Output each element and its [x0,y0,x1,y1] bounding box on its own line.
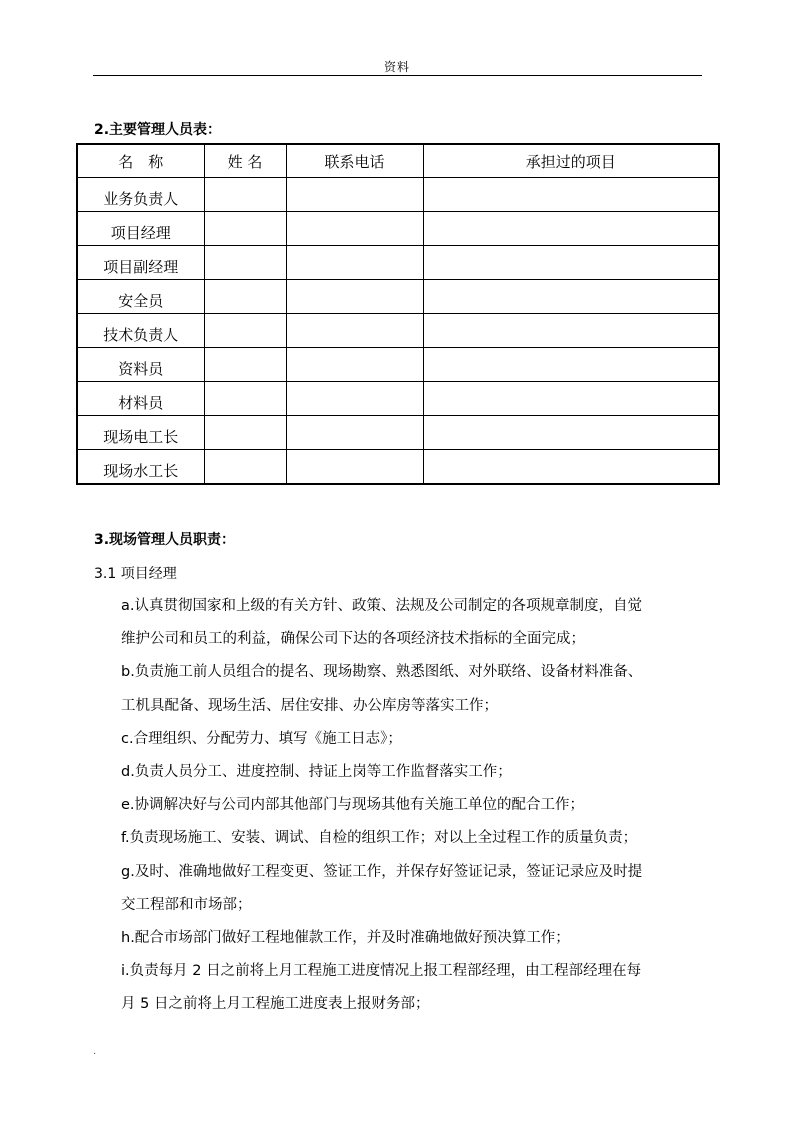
name-cell [204,280,286,314]
duty-line: g.及时、准确地做好工程变更、签证工作，并保存好签证记录，签证记录应及时提 [121,863,643,880]
table-header-row [77,144,719,178]
duty-line: 月 5 日之前将上月工程施工进度表上报财务部； [121,996,430,1013]
column-header: 名 称 [77,144,204,178]
projects-cell [423,450,719,485]
header-rule [93,75,702,76]
role-label: 现场水工长 [103,462,179,480]
table-row [77,178,719,212]
name-cell [204,348,286,382]
phone-cell [286,348,423,382]
name-cell [204,450,286,485]
footer-mark: . [93,1046,97,1057]
table-row [77,450,719,485]
table-row [77,280,719,314]
projects-cell [423,382,719,416]
role-label: 项目副经理 [103,258,179,276]
phone-cell [286,416,423,450]
projects-cell [423,416,719,450]
phone-cell [286,212,423,246]
duty-line: 工机具配备、现场生活、居住安排、办公库房等落实工作； [121,697,498,714]
subsection-title: 3.1 项目经理 [94,566,177,582]
role-label: 资料员 [118,360,164,378]
table-row [77,382,719,416]
table-row [77,314,719,348]
duty-line: c.合理组织、分配劳力、填写《施工日志》； [121,730,402,747]
projects-cell [423,178,719,212]
duty-list [121,590,706,1022]
role-label: 业务负责人 [103,190,179,208]
column-header: 承担过的项目 [423,144,719,178]
column-header: 姓 名 [204,144,286,178]
section-2-title: 2.主要管理人员表： [94,122,222,138]
role-cell [77,416,204,450]
role-label: 安全员 [118,292,164,310]
table-row [77,416,719,450]
name-cell [204,416,286,450]
duty-line: h.配合市场部门做好工程地催款工作，并及时准确地做好预决算工作； [121,930,570,947]
role-cell [77,246,204,280]
staff-table [76,143,720,485]
role-cell [77,382,204,416]
role-cell [77,348,204,382]
name-cell [204,382,286,416]
role-cell [77,314,204,348]
projects-cell [423,280,719,314]
role-label: 材料员 [118,394,164,412]
table-row [77,246,719,280]
phone-cell [286,450,423,485]
page-header: 资料 [383,60,410,74]
duty-line: 维护公司和员工的利益，确保公司下达的各项经济技术指标的全面完成； [121,631,585,648]
role-label: 技术负责人 [103,326,179,344]
role-label: 项目经理 [110,224,171,242]
duty-line: b.负责施工前人员组合的提名、现场勘察、熟悉图纸、对外联络、设备材料准备、 [121,664,643,681]
duty-line: a.认真贯彻国家和上级的有关方针、政策、法规及公司制定的各项规章制度，自觉 [121,598,642,614]
phone-cell [286,246,423,280]
name-cell [204,212,286,246]
phone-cell [286,382,423,416]
projects-cell [423,348,719,382]
name-cell [204,246,286,280]
name-cell [204,178,286,212]
name-cell [204,314,286,348]
projects-cell [423,246,719,280]
duty-line: d.负责人员分工、进度控制、持证上岗等工作监督落实工作； [121,764,512,781]
role-cell [77,178,204,212]
section-3-title: 3.现场管理人员职责： [94,532,236,548]
duty-line: i.负责每月 2 日之前将上月工程施工进度情况上报工程部经理，由工程部经理在每 [121,963,642,980]
phone-cell [286,280,423,314]
phone-cell [286,314,423,348]
role-cell [77,212,204,246]
role-cell [77,450,204,485]
duty-line: 交工程部和市场部； [121,896,252,913]
role-label: 现场电工长 [103,428,179,446]
projects-cell [423,212,719,246]
phone-cell [286,178,423,212]
table-row [77,212,719,246]
column-header: 联系电话 [286,144,423,178]
duty-line: e.协调解决好与公司内部其他部门与现场其他有关施工单位的配合工作； [121,797,585,814]
projects-cell [423,314,719,348]
duty-line: f.负责现场施工、安装、调试、自检的组织工作；对以上全过程工作的质量负责； [121,830,638,847]
table-row [77,348,719,382]
role-cell [77,280,204,314]
